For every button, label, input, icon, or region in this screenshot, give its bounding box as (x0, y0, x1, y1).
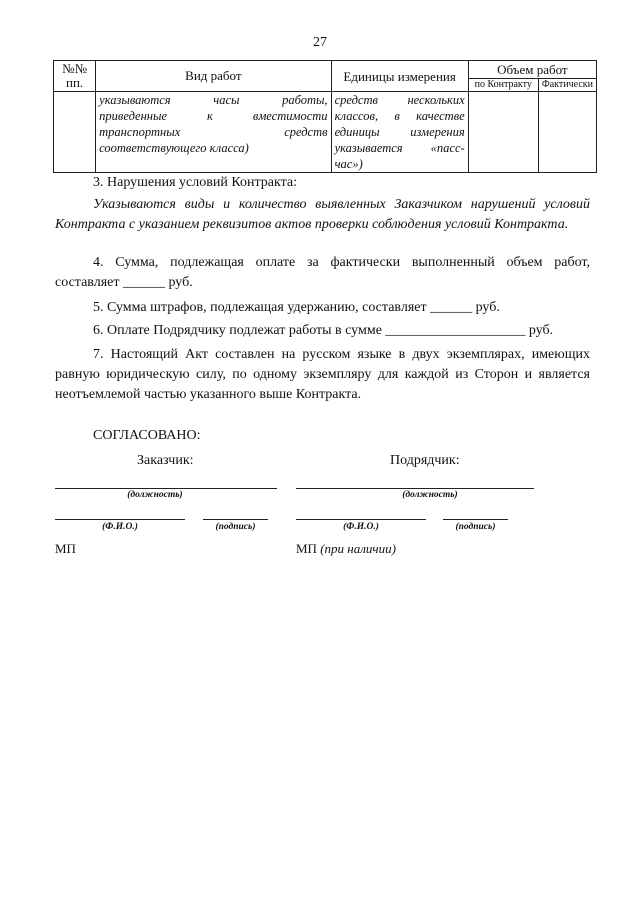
contractor-position-label: (должность) (402, 490, 458, 500)
contractor-stamp-note: (при наличии) (320, 541, 396, 556)
customer-position-label: (должность) (127, 490, 183, 500)
header-num: №№ пп. (54, 61, 96, 92)
cell-line: соответствующего класса) (99, 141, 249, 155)
contractor-position-line (296, 488, 534, 489)
contractor-signature-label: (подпись) (455, 522, 496, 532)
cell-line: час») (334, 157, 363, 171)
section-3-text: Указываются виды и количество выявленных Заказчиком нарушений условий Контракта с указанием реквизитов актов проверки соблюдения условий Контракта. (55, 197, 590, 232)
page-number: 27 (313, 35, 327, 50)
customer-fio-line (55, 519, 185, 520)
section-6: 6. Оплате Подрядчику подлежат работы в сумме ____________________ руб. (93, 323, 554, 338)
cell-units (331, 92, 468, 173)
customer-fio-label: (Ф.И.О.) (102, 522, 138, 532)
cell-line: приведенные к вместимости (99, 109, 328, 123)
cell-line: указывается «пасс- (334, 141, 465, 155)
cell-line: транспортных средств (99, 125, 328, 139)
contractor-signature-line (443, 519, 508, 520)
contractor-label: Подрядчик: (390, 453, 460, 468)
header-units: Единицы измерения (331, 61, 468, 92)
header-type: Вид работ (96, 61, 331, 92)
cell-line: средств нескольких (334, 93, 465, 107)
cell-line: указываются часы работы, (99, 93, 328, 107)
customer-label: Заказчик: (137, 453, 194, 468)
contractor-stamp-label: МП (296, 541, 317, 556)
section-3-title: 3. Нарушения условий Контракта: (93, 175, 297, 190)
section-5: 5. Сумма штрафов, подлежащая удержанию, составляет ______ руб. (93, 300, 500, 315)
header-by-contract: по Контракту (468, 79, 538, 92)
customer-signature-line (203, 519, 268, 520)
cell-actual (538, 92, 596, 173)
customer-position-line (55, 488, 277, 489)
works-table (53, 60, 597, 173)
agreed-heading: СОГЛАСОВАНО: (93, 428, 201, 443)
header-volume: Объем работ (468, 61, 596, 79)
contractor-fio-line (296, 519, 426, 520)
cell-line: классов, в качестве (334, 109, 465, 123)
section-7: 7. Настоящий Акт составлен на русском языке в двух экземплярах, имеющих равную юридическую силу, по одному экземпляру для каждой из Сторон и является неотъемлемой частью указанного выше Контракта. (55, 347, 590, 402)
customer-stamp: МП (55, 541, 76, 556)
customer-signature-label: (подпись) (215, 522, 256, 532)
cell-by-contract (468, 92, 538, 173)
contractor-stamp (296, 541, 396, 557)
header-actual: Фактически (538, 79, 596, 92)
section-4: 4. Сумма, подлежащая оплате за фактически выполненный объем работ, составляет ______ руб. (55, 255, 590, 290)
contractor-fio-label: (Ф.И.О.) (343, 522, 379, 532)
cell-num (54, 92, 96, 173)
cell-line: единицы измерения (334, 125, 465, 139)
cell-type (96, 92, 331, 173)
